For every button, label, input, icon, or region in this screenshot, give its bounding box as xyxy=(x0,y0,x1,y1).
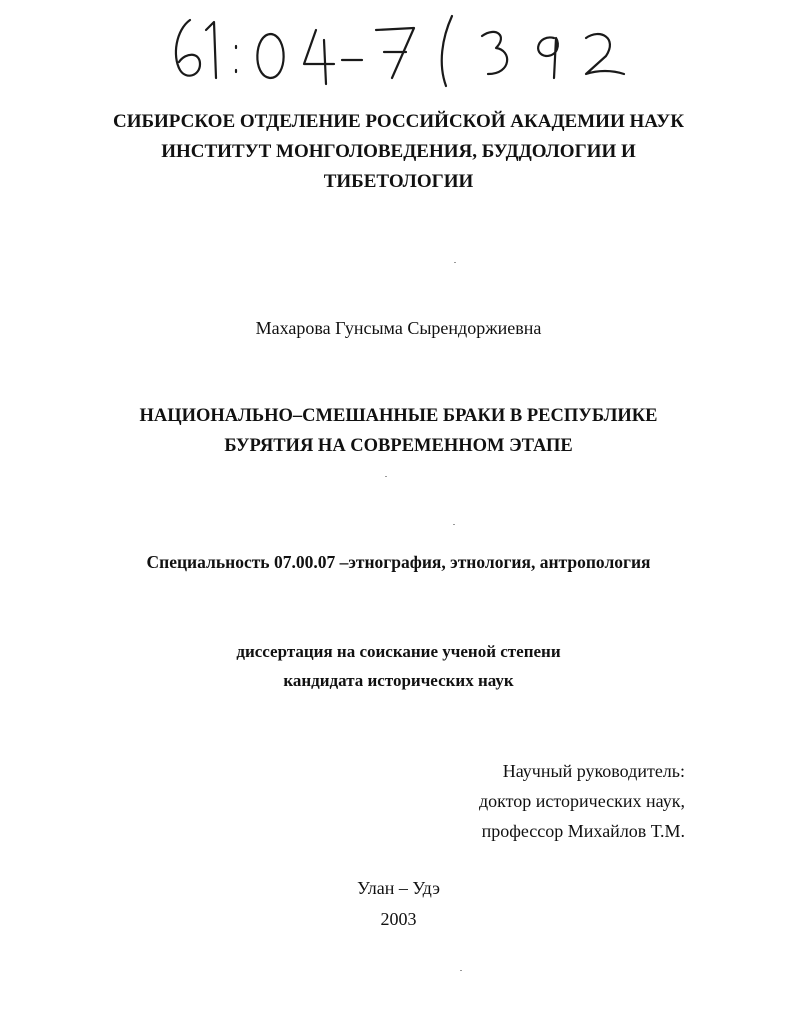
degree-line-2: кандидата исторических наук xyxy=(283,671,514,690)
handwritten-code-drawing xyxy=(166,8,636,88)
author-name: Махарова Гунсыма Сырендоржиевна xyxy=(255,318,542,338)
handwritten-archive-code xyxy=(166,8,636,88)
scan-speck xyxy=(460,970,462,971)
title-line-1: НАЦИОНАЛЬНО–СМЕШАННЫЕ БРАКИ В РЕСПУБЛИКЕ xyxy=(139,406,658,426)
title-line-2: БУРЯТИЯ НА СОВРЕМЕННОМ ЭТАПЕ xyxy=(224,436,573,456)
degree-statement xyxy=(0,637,797,695)
supervisor-line-3: профессор Михайлов Т.М. xyxy=(481,821,685,841)
organization-line-1: СИБИРСКОЕ ОТДЕЛЕНИЕ РОССИЙСКОЙ АКАДЕМИИ НАУК xyxy=(112,111,685,132)
supervisor-block xyxy=(479,756,685,846)
city: Улан – Удэ xyxy=(357,878,440,898)
scan-speck xyxy=(454,262,456,263)
supervisor-line-1: Научный руководитель: xyxy=(502,761,685,781)
organization-line-3: ТИБЕТОЛОГИИ xyxy=(323,171,474,192)
organization-header xyxy=(0,107,797,197)
place-and-year xyxy=(0,873,797,935)
year: 2003 xyxy=(380,909,417,929)
degree-line-1: диссертация на соискание ученой степени xyxy=(236,642,561,661)
specialty: Специальность 07.00.07 –этнография, этнология, антропология xyxy=(146,552,651,572)
scan-speck xyxy=(385,476,387,477)
scan-speck xyxy=(453,524,455,525)
supervisor-line-2: доктор исторических наук, xyxy=(479,791,685,811)
dissertation-title xyxy=(0,401,797,461)
organization-line-2: ИНСТИТУТ МОНГОЛОВЕДЕНИЯ, БУДДОЛОГИИ И xyxy=(161,141,636,162)
